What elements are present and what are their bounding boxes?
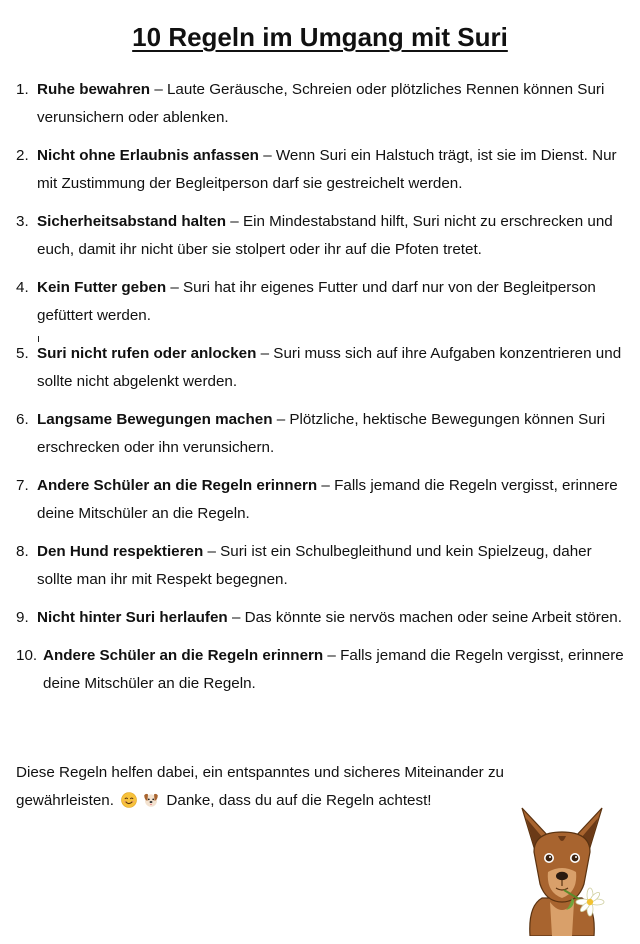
rule-heading: Suri nicht rufen oder anlocken — [37, 345, 257, 362]
rule-heading: Kein Futter geben — [37, 279, 167, 296]
rule-item — [16, 538, 631, 594]
dog-face-icon — [143, 792, 159, 808]
rule-item — [16, 472, 631, 528]
rule-number: 7. — [16, 477, 29, 494]
rule-text: – Suri muss sich auf ihre Aufgaben konzentrieren und sollte nicht abgelenkt werden. — [37, 345, 622, 390]
rule-item — [16, 406, 631, 462]
rule-heading: Sicherheitsabstand halten — [37, 213, 227, 230]
rule-number: 1. — [16, 81, 29, 98]
stray-mark — [38, 336, 39, 342]
rule-heading: Den Hund respektieren — [37, 543, 204, 560]
footer-text — [16, 759, 576, 815]
rule-text: – Ein Mindestabstand hilft, Suri nicht zu erschrecken und euch, damit ihr nicht über sie stolpert oder ihr auf die Pfoten tretet. — [37, 213, 613, 258]
rule-item — [16, 142, 631, 198]
smiling-face-icon — [121, 792, 137, 808]
dog-with-flower-icon — [512, 806, 612, 936]
footer-text-before: Diese Regeln helfen dabei, ein entspanntes und sicheres Miteinander zu gewährleisten. — [16, 764, 505, 809]
rule-text: – Suri ist ein Schulbegleithund und kein Spielzeug, daher sollte man ihr mit Respekt begegnen. — [37, 543, 592, 588]
rule-number: 6. — [16, 411, 29, 428]
rule-number: 5. — [16, 345, 29, 362]
rule-heading: Andere Schüler an die Regeln erinnern — [43, 647, 324, 664]
rule-text: – Falls jemand die Regeln vergisst, erinnere deine Mitschüler an die Regeln. — [43, 647, 624, 692]
page-title: 10 Regeln im Umgang mit Suri — [132, 22, 508, 52]
rule-item — [16, 208, 631, 264]
rule-heading: Andere Schüler an die Regeln erinnern — [37, 477, 318, 494]
rule-heading: Langsame Bewegungen machen — [37, 411, 273, 428]
rule-number: 4. — [16, 279, 29, 296]
rule-item — [16, 642, 631, 698]
rule-text: – Falls jemand die Regeln vergisst, erinnere deine Mitschüler an die Regeln. — [37, 477, 618, 522]
rules-list — [16, 76, 631, 708]
rule-text: – Laute Geräusche, Schreien oder plötzliches Rennen können Suri verunsichern oder ablenken. — [37, 81, 605, 126]
rule-text: – Wenn Suri ein Halstuch trägt, ist sie im Dienst. Nur mit Zustimmung der Begleitperson darf sie gestreichelt werden. — [37, 147, 617, 192]
rule-text: – Das könnte sie nervös machen oder seine Arbeit stören. — [227, 609, 622, 626]
rule-item — [16, 274, 631, 330]
rule-heading: Nicht ohne Erlaubnis anfassen — [37, 147, 259, 164]
rule-number: 10. — [16, 647, 38, 664]
rule-item — [16, 76, 631, 132]
rule-item — [16, 340, 631, 396]
rule-item — [16, 604, 631, 632]
rule-heading: Nicht hinter Suri herlaufen — [37, 609, 228, 626]
rule-text: – Plötzliche, hektische Bewegungen können Suri erschrecken oder ihn verunsichern. — [37, 411, 606, 456]
rule-text: – Suri hat ihr eigenes Futter und darf nur von der Begleitperson gefüttert werden. — [37, 279, 596, 324]
rule-number: 8. — [16, 543, 29, 560]
footer-text-after: Danke, dass du auf die Regeln achtest! — [166, 792, 432, 809]
rule-number: 9. — [16, 609, 29, 626]
rule-number: 2. — [16, 147, 29, 164]
rule-number: 3. — [16, 213, 29, 230]
rule-heading: Ruhe bewahren — [37, 81, 151, 98]
